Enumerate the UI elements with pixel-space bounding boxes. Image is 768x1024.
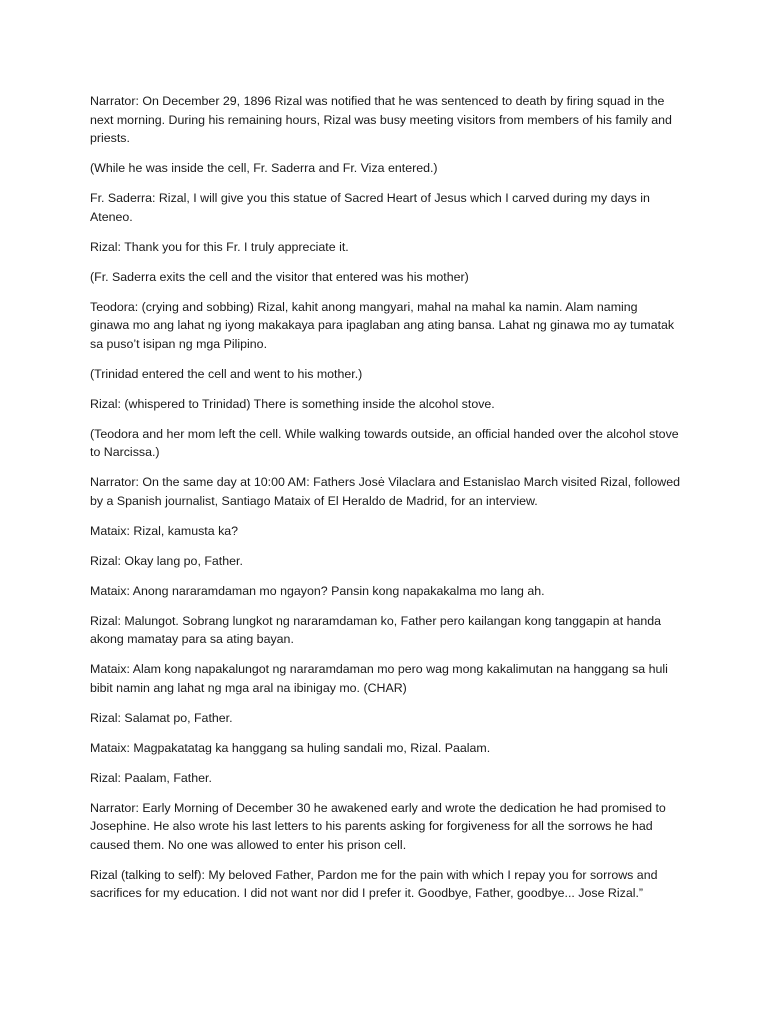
paragraph-rizal-line: Rizal: Thank you for this Fr. I truly appreciate it. (90, 239, 349, 254)
paragraph-mataix-line: Mataix: Magpakatatag ka hanggang sa huling sandali mo, Rizal. Paalam. (90, 740, 491, 755)
paragraph-saderra-line: Fr. Saderra: Rizal, I will give you this statue of Sacred Heart of Jesus which I carved during my days in Ateneo. (90, 191, 650, 224)
paragraph-rizal-line: Rizal: Okay lang po, Father. (90, 553, 243, 568)
paragraph-narrator-intro: Narrator: On December 29, 1896 Rizal was notified that he was sentenced to death by firing squad in the next morning. During his remaining hours, Rizal was busy meeting visitors from members of his family and priests. (90, 94, 672, 145)
paragraph-rizal-line: Rizal: (whispered to Trinidad) There is something inside the alcohol stove. (90, 396, 495, 411)
paragraph-stage-direction: (Fr. Saderra exits the cell and the visitor that entered was his mother) (90, 269, 469, 284)
paragraph-teodora-line: Teodora: (crying and sobbing) Rizal, kahit anong mangyari, mahal na mahal ka namin. Alam naming ginawa mo ang lahat ng iyong makakaya para ipaglaban ang ating bansa. Lahat ng ginawa mo ay tumatak sa puso’t isipan ng mga Pilipino. (90, 299, 675, 351)
paragraph-narrator-line: Narrator: Early Morning of December 30 he awakened early and wrote the dedication he had promised to Josephine. He also wrote his last letters to his parents asking for forgiveness for all the sorrows he had caused them. No one was allowed to enter his prison cell. (90, 800, 666, 852)
document-page (90, 92, 680, 914)
paragraph-stage-direction: (Teodora and her mom left the cell. While walking towards outside, an official handed over the alcohol stove to Narcissa.) (90, 426, 679, 459)
paragraph-rizal-final-letter: Rizal (talking to self): My beloved Father, Pardon me for the pain with which I repay you for sorrows and sacrifices for my education. I did not want nor did I prefer it. Goodbye, Father, goodbye... Jose Rizal.” (90, 867, 658, 900)
paragraph-narrator-line: Narrator: On the same day at 10:00 AM: Fathers Josė Vilaclara and Estanislao March visited Rizal, followed by a Spanish journalist, Santiago Mataix of El Heraldo de Madrid, for an interview. (90, 475, 680, 508)
paragraph-stage-direction: (Trinidad entered the cell and went to his mother.) (90, 366, 363, 381)
paragraph-mataix-line: Mataix: Alam kong napakalungot ng nararamdaman mo pero wag mong kakalimutan na hanggang sa huli bibit namin ang lahat ng mga aral na ibinigay mo. (CHAR) (90, 662, 668, 695)
paragraph-mataix-line: Mataix: Anong nararamdaman mo ngayon? Pansin kong napakakalma mo lang ah. (90, 583, 545, 598)
paragraph-rizal-line: Rizal: Malungot. Sobrang lungkot ng nararamdaman ko, Father pero kailangan kong tanggapin at handa akong mamatay para sa ating bayan. (90, 613, 662, 646)
paragraph-stage-direction: (While he was inside the cell, Fr. Saderra and Fr. Viza entered.) (90, 161, 438, 175)
paragraph-rizal-line: Rizal: Salamat po, Father. (90, 710, 233, 725)
paragraph-rizal-line: Rizal: Paalam, Father. (90, 770, 212, 785)
paragraph-mataix-line: Mataix: Rizal, kamusta ka? (90, 523, 239, 538)
